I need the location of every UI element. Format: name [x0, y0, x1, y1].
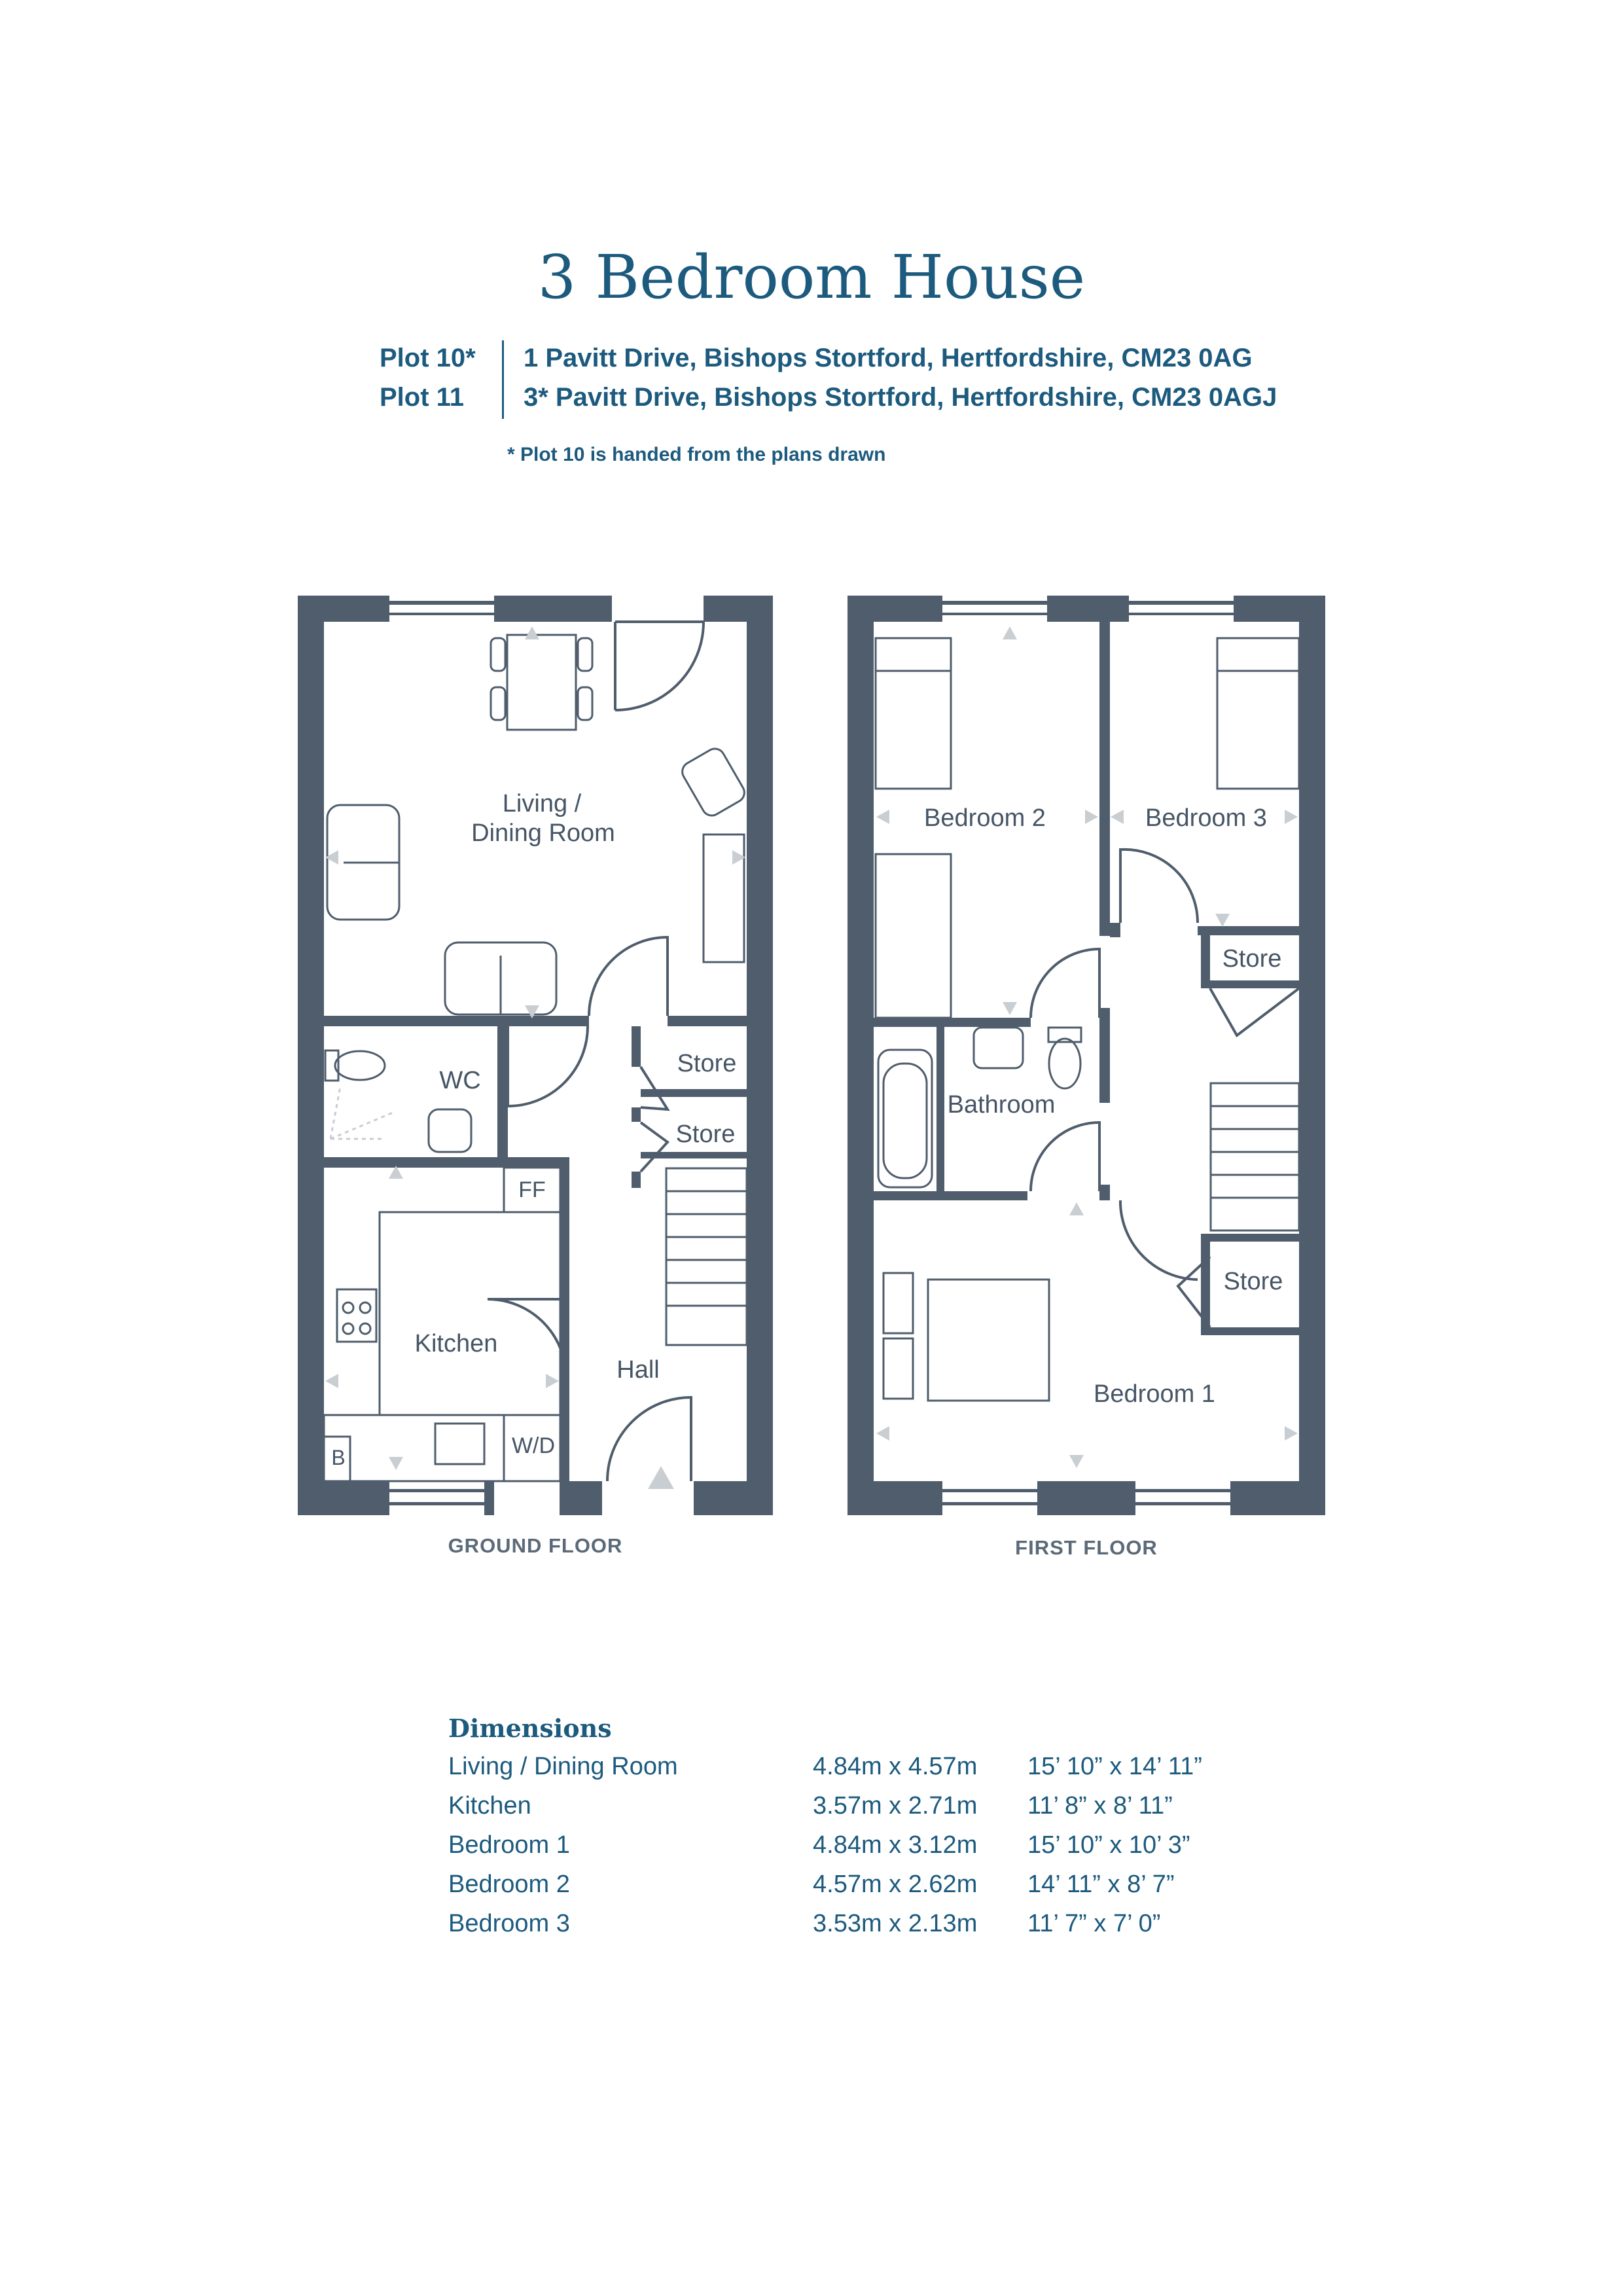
room-label-ff: FF [518, 1177, 546, 1202]
ground-floor-label: GROUND FLOOR [448, 1534, 623, 1557]
room-label-wc: WC [439, 1067, 481, 1094]
room-label-living-1: Living / [502, 790, 582, 817]
dimension-imperial: 14’ 11” x 8’ 7” [1027, 1871, 1175, 1898]
room-label-store-top: Store [1222, 945, 1282, 973]
room-label-kitchen: Kitchen [414, 1330, 498, 1357]
room-label-store-bottom: Store [1223, 1268, 1283, 1295]
dimension-imperial: 11’ 8” x 8’ 11” [1027, 1792, 1173, 1820]
first-floor-label: FIRST FLOOR [1015, 1536, 1158, 1559]
ground-floor-plan [298, 592, 773, 1557]
dimension-metric: 4.57m x 2.62m [813, 1871, 978, 1898]
dimension-room: Living / Dining Room [448, 1753, 678, 1780]
room-label-bedroom3: Bedroom 3 [1145, 804, 1267, 832]
dimension-metric: 3.57m x 2.71m [813, 1792, 978, 1820]
room-label-boiler: B [331, 1446, 346, 1469]
dimension-metric: 3.53m x 2.13m [813, 1910, 978, 1937]
dimension-room: Bedroom 1 [448, 1831, 570, 1859]
room-label-hall: Hall [616, 1356, 660, 1384]
dimension-room: Bedroom 3 [448, 1910, 570, 1937]
dimension-metric: 4.84m x 3.12m [813, 1831, 978, 1859]
dimension-imperial: 11’ 7” x 7’ 0” [1027, 1910, 1161, 1937]
handing-note: * Plot 10 is handed from the plans drawn [507, 444, 886, 465]
room-label-wd: W/D [511, 1433, 556, 1458]
first-floor-plan [847, 592, 1325, 1559]
room-label-bedroom2: Bedroom 2 [924, 804, 1046, 832]
dimension-metric: 4.84m x 4.57m [813, 1753, 978, 1780]
dimension-imperial: 15’ 10” x 10’ 3” [1027, 1831, 1190, 1859]
dimension-room: Bedroom 2 [448, 1871, 570, 1898]
page-title: 3 Bedroom House [537, 242, 1086, 312]
room-label-bathroom: Bathroom [947, 1091, 1056, 1119]
plot-label-2: Plot 11 [380, 383, 464, 412]
dimension-imperial: 15’ 10” x 14’ 11” [1027, 1753, 1202, 1780]
dimension-room: Kitchen [448, 1792, 531, 1820]
room-label-bedroom1: Bedroom 1 [1094, 1380, 1215, 1408]
plot-address-1: 1 Pavitt Drive, Bishops Stortford, Hertfordshire, CM23 0AG [524, 344, 1253, 372]
room-label-store-upper: Store [677, 1050, 737, 1077]
dimensions-heading: Dimensions [448, 1713, 612, 1743]
plot-label-1: Plot 10* [380, 344, 476, 372]
room-label-living-2: Dining Room [471, 819, 615, 847]
room-label-store-lower: Store [675, 1121, 736, 1148]
plot-address-2: 3* Pavitt Drive, Bishops Stortford, Hertfordshire, CM23 0AGJ [524, 383, 1277, 412]
